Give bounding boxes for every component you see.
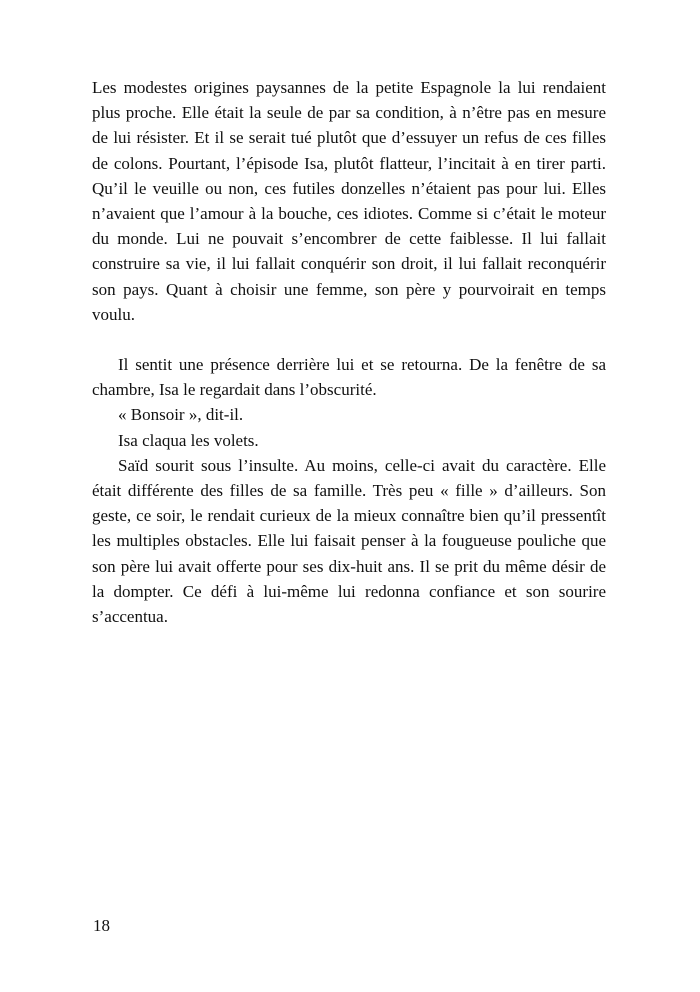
paragraph-origins: Les modestes origines paysannes de la petite Espagnole la lui rendaient plus proche. Elle était la seule de par sa condition, à n’être pas en mesure de lui résister. Et il se serait tué plutôt que d’essuyer un refus de ces filles de colons. Pourtant, l’épisode Isa, plutôt flatteur, l’incitait à en tirer parti. Qu’il le veuille ou non, ces futiles donzelles n’étaient pas pour lui. Elles n’avaient que l’amour à la bouche, ces idiotes. Comme si c’était le moteur du monde. Lui ne pouvait s’encombrer de cette faiblesse. Il lui fallait construire sa vie, il lui fallait conquérir son droit, il lui fallait reconquérir son pays. Quant à choisir une femme, son père y pourvoirait en temps voulu. <box>92 78 606 324</box>
paragraph-said: Saïd sourit sous l’insulte. Au moins, celle-ci avait du caractère. Elle était différente des filles de sa famille. Très peu « fille » d’ailleurs. Son geste, ce soir, le rendait curieux de la mieux connaître bien qu’il pressentît les multiples obstacles. Elle lui faisait penser à la fougueuse pouliche que son père lui avait offerte pour ses dix-huit ans. Il se prit du même désir de la dompter. Ce défi à lui-même lui redonna confiance et son sourire s’accentua. <box>92 455 606 627</box>
page-number: 18 <box>93 916 110 935</box>
paragraph-bonsoir: « Bonsoir », dit-il. <box>118 405 244 425</box>
paragraph-volets: Isa claqua les volets. <box>118 430 259 450</box>
paragraph-presence: Il sentit une présence derrière lui et se retourna. De la fenêtre de sa chambre, Isa le regardait dans l’obscurité. <box>92 355 606 400</box>
body-text <box>92 75 606 629</box>
section-break <box>92 327 606 352</box>
